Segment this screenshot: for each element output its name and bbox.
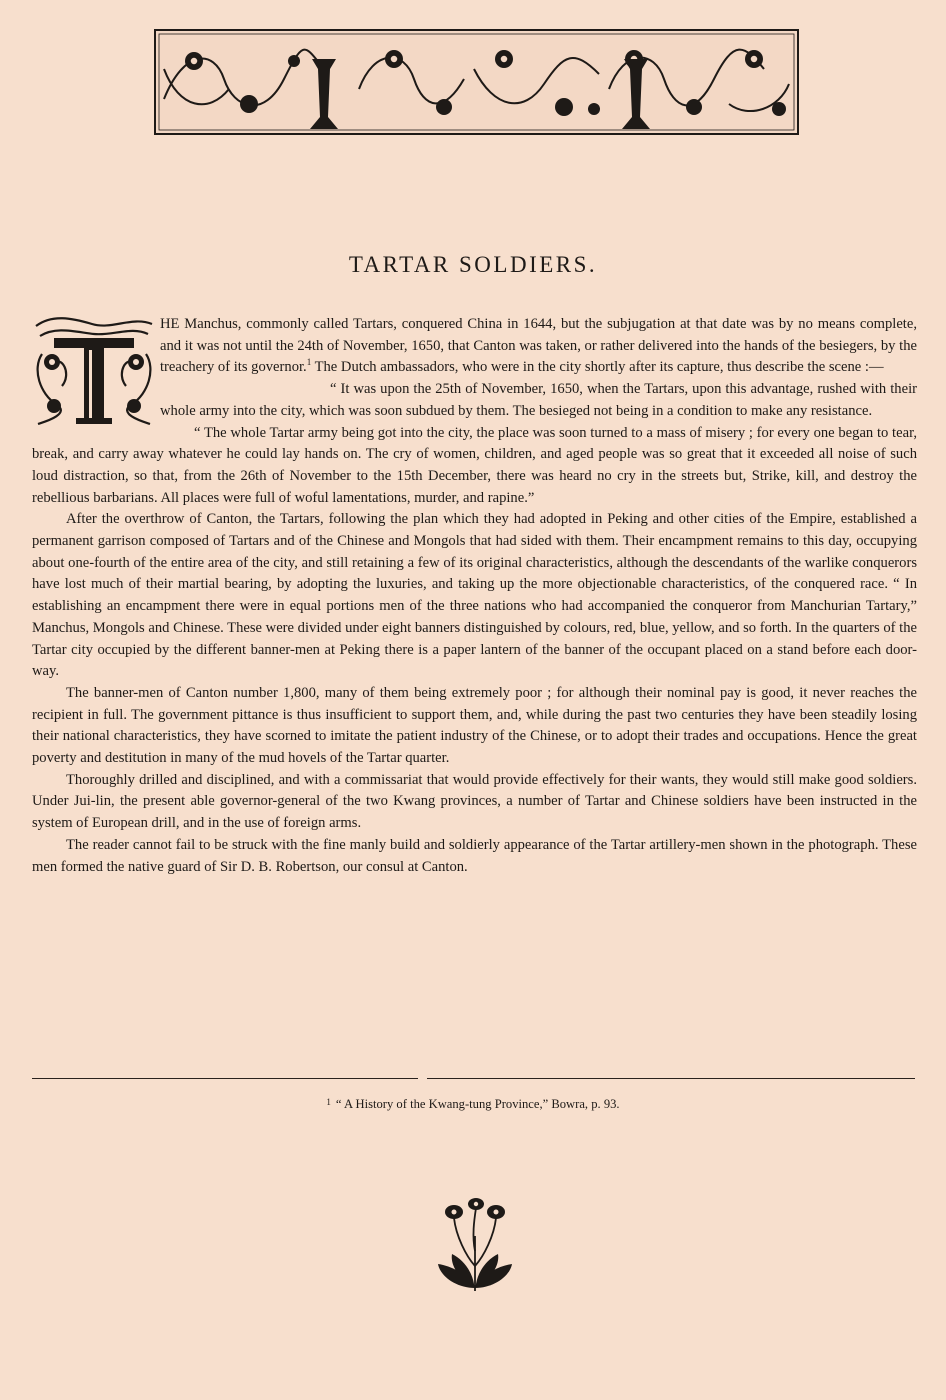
ornamental-initial-t-icon [32, 314, 156, 428]
paragraph-quote-1: “ It was upon the 25th of November, 1650, when the Tartars, upon this advantage, rushed with their whole army into the city, which was soon subdued by them. The besieged not being in a condition to make any resistance. [160, 381, 917, 419]
footnote-text: “ A History of the Kwang-tung Province,” Bowra, p. 93. [335, 1097, 620, 1111]
paragraph-quote-2: “ The whole Tartar army being got into the city, the place was soon turned to a mass of misery ; for every one began to tear, break, and carry away whatever he could lay hands on. The cry of women, children, and aged people was so great that it exceeded all noise of such loud distraction, so that, from the 26th of November to the 15th December, there was heard no cry in the streets but, Strike, kill, and destroy the rebellious barbarians. All places were full of woful lamentations, murder, and rapine.” [32, 424, 917, 506]
paragraph-opening: HE Manchus, commonly called Tartars, conquered China in 1644, but the subjugation at that date was by no means complete, and it was not until the 24th of November, 1650, that Canton was taken, or rather delivered into the hands of the besiegers, by the treachery of its governor.$^1$ The Dutch ambassadors, who were in the city shortly after its capture, thus describe the scene :— [32, 314, 917, 379]
footnote-rule-left [32, 1078, 418, 1079]
footnote-reference: 1 [306, 357, 312, 368]
paragraph-5: The reader cannot fail to be struck with the fine manly build and soldierly appearance of the Tartar artillery-men shown in the photograph. These men formed the native guard of Sir D. B. Robertson, our consul at Canton. [32, 836, 917, 875]
footnote-rule-right [427, 1078, 915, 1079]
footnote [0, 1097, 946, 1112]
flower-tailpiece-icon [436, 1196, 514, 1294]
article-body [32, 314, 917, 878]
paragraph-3: The banner-men of Canton number 1,800, many of them being extremely poor ; for although their nominal pay is good, it never reaches the recipient in full. The government pittance is thus insufficient to support them, and, while during the past two centuries they have been steadily losing their national characteristics, they have scorned to imitate the patient industry of the Chinese, or to adopt their trades and occupations. Hence the great poverty and destitution in many of the mud hovels of the Tartar quarter. [32, 684, 917, 767]
paragraph-2: After the overthrow of Canton, the Tartars, following the plan which they had adopted in Peking and other cities of the Empire, established a permanent garrison composed of Tartars and of the Chinese and Mongols that had sided with them. Their encampment remains to this day, occupying about one-fourth of the entire area of the city, and still retaining a few of its original characteristics, although the descendants of the warlike conquerors have lost much of their martial bearing, by adopting the luxuries, and taking up the more objectionable characteristics, of the conquered race. “ In establishing an encampment there were in equal portions men of the three nations who had accompanied the conqueror from Manchurian Tartary,” Manchus, Mongols and Chinese. These were divided under eight banners distinguished by colours, red, blue, yellow, and so forth. In the quarters of the Tartar city occupied by the different banner-men at Peking there is a paper lantern of the banner of the occupant placed on a stand before each door-way. [32, 511, 917, 680]
footnote-marker: 1 [326, 1097, 331, 1107]
floral-headpiece-icon [154, 29, 799, 135]
paragraph-4: Thoroughly drilled and disciplined, and with a commissariat that would provide effectively for their wants, they would still make good soldiers. Under Jui-lin, the present able governor-general of the two Kwang provinces, a number of Tartar and Chinese soldiers have been instructed in the system of European drill, and in the use of foreign arms. [32, 771, 917, 832]
article-title: TARTAR SOLDIERS. [348, 252, 598, 277]
